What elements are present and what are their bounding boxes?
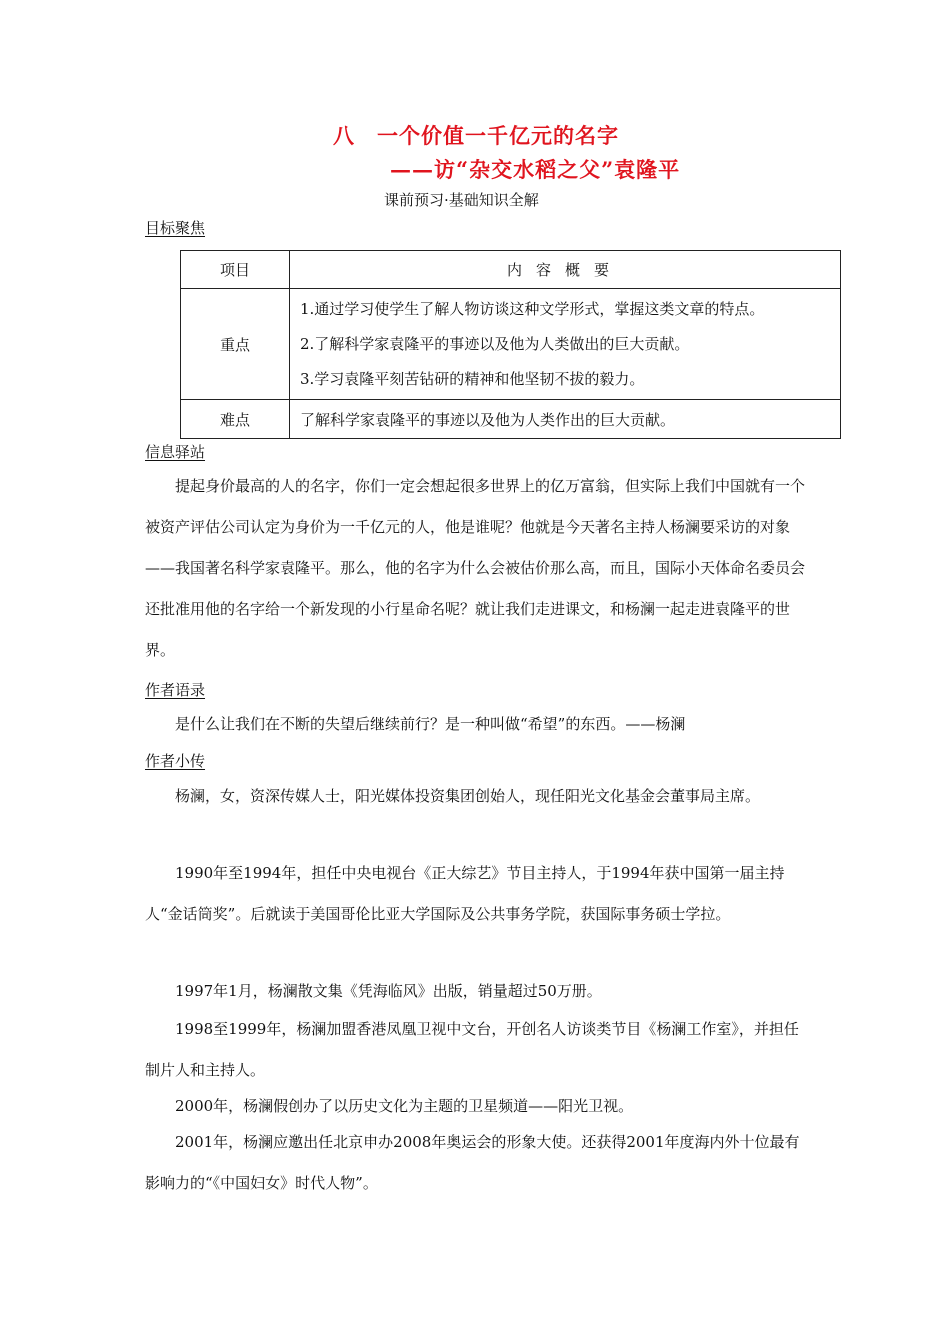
info-paragraph: 提起身价最高的人的名字，你们一定会想起很多世界上的亿万富翁，但实际上我们中国就有一个被资产评估公司认定为身价为一千亿元的人，他是谁呢？他就是今天著名主持人杨澜要采访的对象——我国著名科学家袁隆平。那么，他的名字为什么会被估价那么高，而且，国际小天体命名委员会还批准用他的名字给一个新发现的小行星命名呢？就让我们走进课文，和杨澜一起走进袁隆平的世界。: [145, 477, 806, 659]
table-row-difficulties: [181, 400, 841, 439]
table-row-key-points: [181, 289, 841, 400]
bio-paragraph: 2001年，杨澜应邀出任北京申办2008年奥运会的形象大使。还获得2001年度海内外十位最有影响力的“《中国妇女》时代人物”。: [145, 1133, 800, 1192]
table-header-project: 项目: [181, 251, 290, 289]
section-heading-info: 信息驿站: [145, 443, 206, 461]
section-heading-quote: 作者语录: [145, 681, 206, 699]
bio-paragraph: 杨澜，女，资深传媒人士，阳光媒体投资集团创始人，现任阳光文化基金会董事局主席。: [175, 787, 761, 805]
key-points-cell: [290, 289, 841, 400]
bio-paragraph: 1990年至1994年，担任中央电视台《正大综艺》节目主持人，于1994年获中国第一届主持人“金话筒奖”。后就读于美国哥伦比亚大学国际及公共事务学院，获国际事务硕士学拉。: [145, 864, 785, 923]
goals-table: [180, 250, 841, 439]
list-item: 3.学习袁隆平刻苦钻研的精神和他坚韧不拔的毅力。: [300, 369, 645, 388]
key-points-label: 重点: [181, 289, 290, 400]
section-caption: 课前预习·基础知识全解: [384, 191, 539, 209]
quote-paragraph: 是什么让我们在不断的失望后继续前行？是一种叫做“希望”的东西。——杨澜: [175, 715, 686, 733]
lesson-title: 八 一个价值一千亿元的名字: [333, 123, 619, 148]
bio-paragraph: 1997年1月，杨澜散文集《凭海临风》出版，销量超过50万册。: [175, 982, 602, 1000]
bio-paragraph: 1998至1999年，杨澜加盟香港凤凰卫视中文台，开创名人访谈类节目《杨澜工作室》，并担任制片人和主持人。: [145, 1020, 799, 1079]
difficulties-label: 难点: [181, 400, 290, 439]
difficulties-text: 了解科学家袁隆平的事迹以及他为人类作出的巨大贡献。: [290, 400, 841, 439]
list-item: 1.通过学习使学生了解人物访谈这种文学形式，掌握这类文章的特点。: [300, 299, 765, 318]
lesson-subtitle: ——访“杂交水稻之父”袁隆平: [390, 157, 681, 182]
table-header-content: 内容概要: [290, 251, 841, 289]
section-heading-goals: 目标聚焦: [145, 219, 206, 237]
bio-paragraph: 2000年，杨澜假创办了以历史文化为主题的卫星频道——阳光卫视。: [175, 1097, 634, 1115]
section-heading-bio: 作者小传: [145, 752, 206, 770]
table-header-row: [181, 251, 841, 289]
key-points-list: [300, 292, 830, 397]
list-item: 2.了解科学家袁隆平的事迹以及他为人类做出的巨大贡献。: [300, 334, 690, 353]
